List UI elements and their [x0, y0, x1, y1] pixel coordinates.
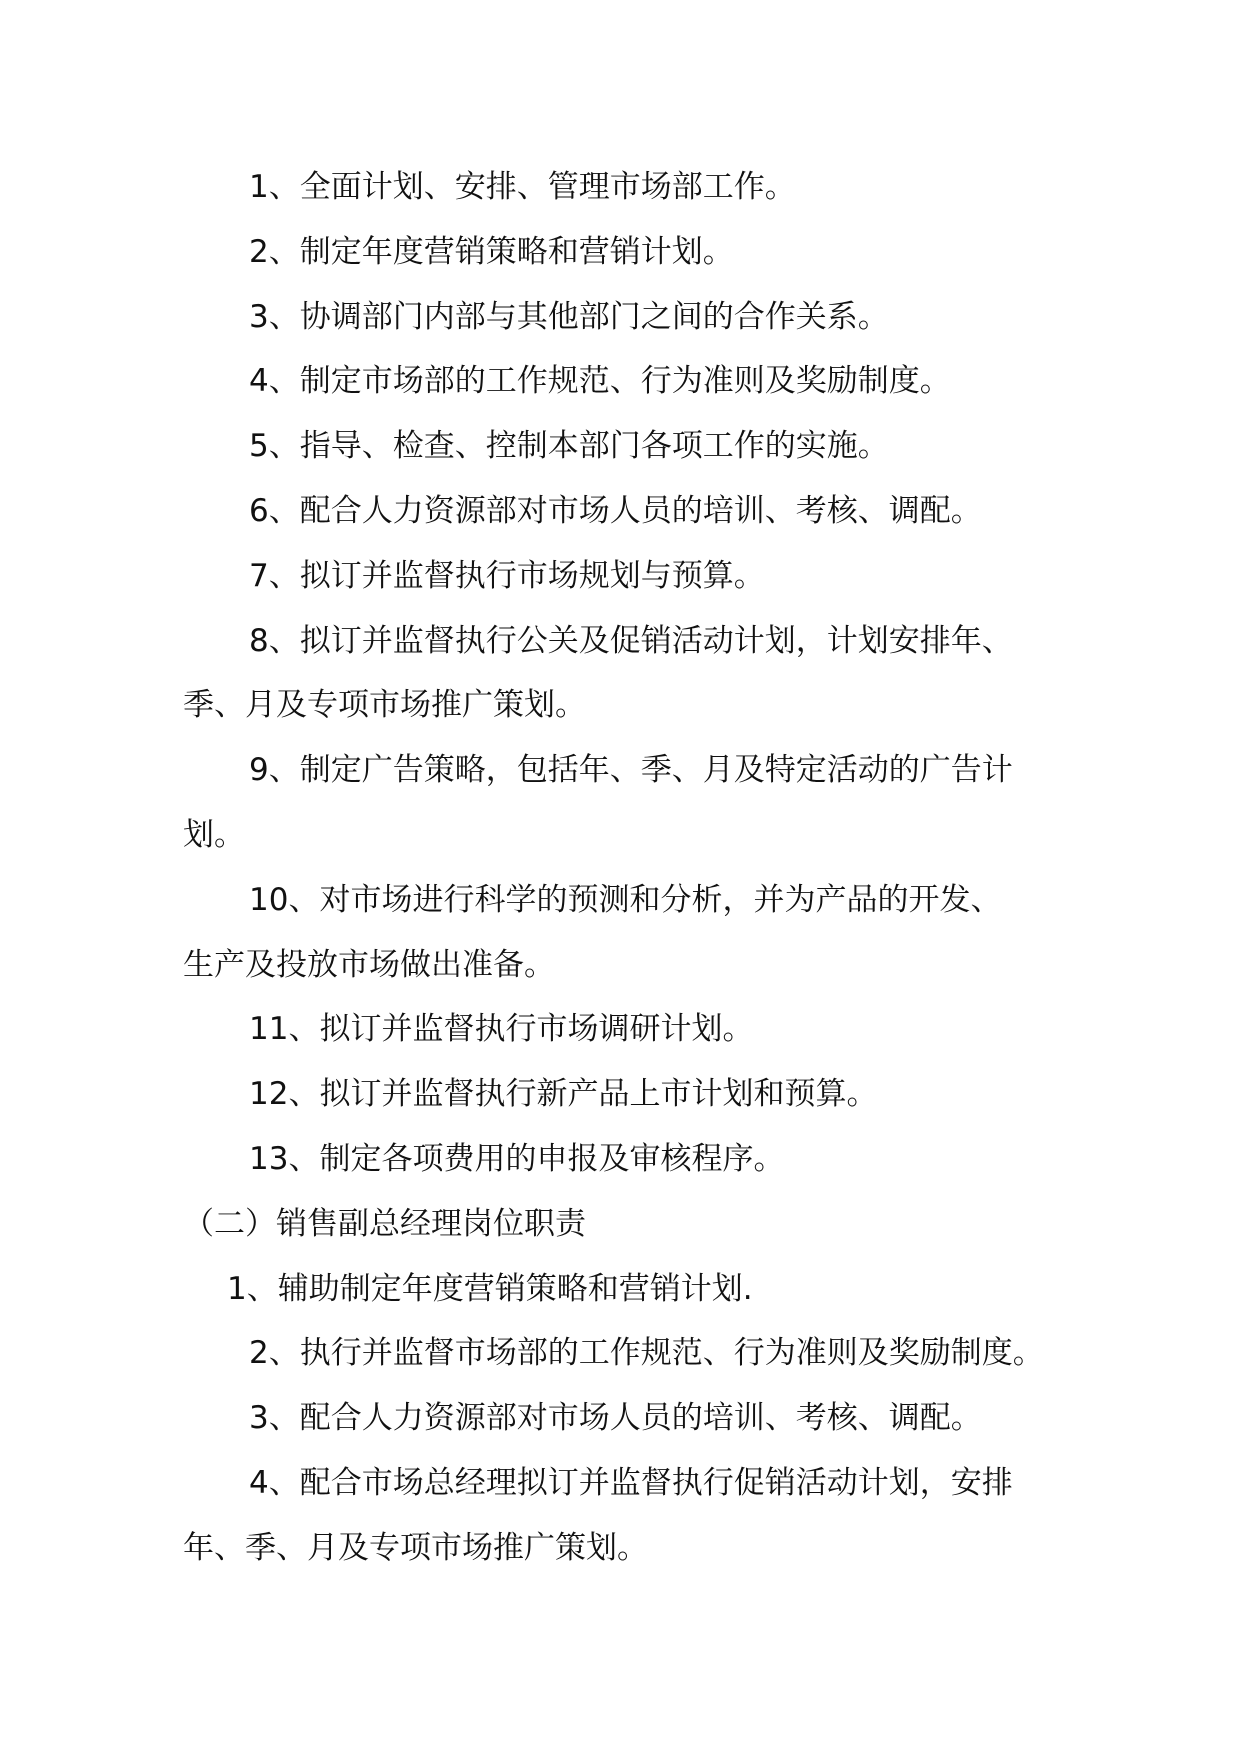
list-item: 6、配合人力资源部对市场人员的培训、考核、调配。: [249, 492, 982, 529]
list-item: 4、制定市场部的工作规范、行为准则及奖励制度。: [249, 363, 951, 400]
document-body: [183, 155, 1068, 1581]
list-item-continuation: 生产及投放市场做出准备。: [183, 946, 555, 983]
list-item-continuation: 划。: [183, 816, 245, 853]
list-item-continuation: 年、季、月及专项市场推广策划。: [183, 1529, 648, 1566]
section-heading: （二）销售副总经理岗位职责: [183, 1205, 586, 1242]
list-item: 10、对市场进行科学的预测和分析，并为产品的开发、: [249, 881, 1002, 918]
list-item: 5、指导、检查、控制本部门各项工作的实施。: [249, 428, 889, 465]
list-item: 4、配合市场总经理拟订并监督执行促销活动计划，安排: [249, 1464, 1013, 1501]
list-item: 3、配合人力资源部对市场人员的培训、考核、调配。: [249, 1400, 982, 1437]
list-item-continuation: 季、月及专项市场推广策划。: [183, 687, 586, 724]
list-item: 11、拟订并监督执行市场调研计划。: [249, 1011, 754, 1048]
list-item: 13、制定各项费用的申报及审核程序。: [249, 1140, 785, 1177]
list-item: 2、制定年度营销策略和营销计划。: [249, 233, 734, 270]
list-item: 9、制定广告策略，包括年、季、月及特定活动的广告计: [249, 752, 1013, 789]
list-item: 1、辅助制定年度营销策略和营销计划.: [227, 1270, 753, 1307]
list-item: 12、拟订并监督执行新产品上市计划和预算。: [249, 1076, 878, 1113]
list-item: 8、拟订并监督执行公关及促销活动计划，计划安排年、: [249, 622, 1013, 659]
list-item: 3、协调部门内部与其他部门之间的合作关系。: [249, 298, 889, 335]
list-item: 7、拟订并监督执行市场规划与预算。: [249, 557, 765, 594]
list-item: 1、全面计划、安排、管理市场部工作。: [249, 169, 796, 205]
list-item: 2、执行并监督市场部的工作规范、行为准则及奖励制度。: [249, 1335, 1044, 1372]
